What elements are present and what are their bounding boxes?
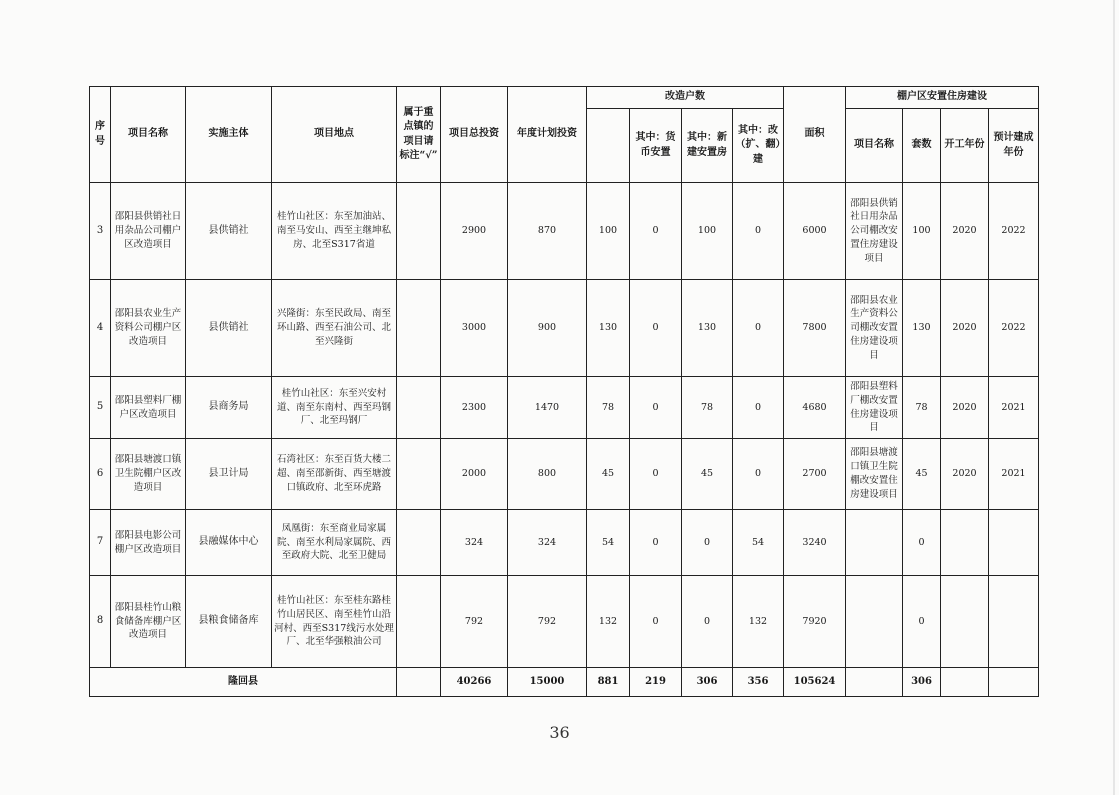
header-res-units: 套数 bbox=[903, 109, 941, 183]
cell-location: 桂竹山社区：东至桂东路桂竹山居民区、南至桂竹山沿河村、西至S317线污水处理厂、北至华强粮油公司 bbox=[272, 576, 397, 668]
cell-area: 7800 bbox=[784, 280, 846, 377]
cell-res-start-year bbox=[941, 510, 989, 576]
total-rebuild: 356 bbox=[733, 668, 784, 697]
header-renovation-households: 改造户数 bbox=[587, 87, 784, 109]
cell-res-units: 100 bbox=[903, 183, 941, 280]
cell-res-start-year: 2020 bbox=[941, 377, 989, 439]
cell-res-units: 78 bbox=[903, 377, 941, 439]
cell-currency: 0 bbox=[630, 510, 682, 576]
header-location: 项目地点 bbox=[272, 87, 397, 183]
cell-seq: 3 bbox=[90, 183, 111, 280]
cell-currency: 0 bbox=[630, 280, 682, 377]
header-area: 面积 bbox=[784, 87, 846, 183]
header-res-finish-year: 预计建成年份 bbox=[989, 109, 1039, 183]
header-new-build-resettlement: 其中：新建安置房 bbox=[682, 109, 733, 183]
cell-project-name: 邵阳县塑料厂棚户区改造项目 bbox=[111, 377, 186, 439]
cell-res-units: 45 bbox=[903, 439, 941, 510]
cell-new-build: 0 bbox=[682, 510, 733, 576]
cell-area: 6000 bbox=[784, 183, 846, 280]
cell-res-finish-year bbox=[989, 576, 1039, 668]
cell-currency: 0 bbox=[630, 576, 682, 668]
cell-implementer: 县供销社 bbox=[186, 280, 272, 377]
total-area: 105624 bbox=[784, 668, 846, 697]
cell-total-investment: 792 bbox=[441, 576, 508, 668]
cell-households: 132 bbox=[587, 576, 630, 668]
cell-seq: 5 bbox=[90, 377, 111, 439]
cell-annual-investment: 1470 bbox=[508, 377, 587, 439]
cell-annual-investment: 324 bbox=[508, 510, 587, 576]
cell-res-finish-year: 2022 bbox=[989, 280, 1039, 377]
cell-seq: 8 bbox=[90, 576, 111, 668]
cell-new-build: 100 bbox=[682, 183, 733, 280]
header-res-start-year: 开工年份 bbox=[941, 109, 989, 183]
cell-total-investment: 2000 bbox=[441, 439, 508, 510]
header-annual-investment: 年度计划投资 bbox=[508, 87, 587, 183]
cell-implementer: 县供销社 bbox=[186, 183, 272, 280]
cell-res-project-name: 邵阳县塘渡口镇卫生院棚改安置住房建设项目 bbox=[846, 439, 903, 510]
table-row bbox=[90, 576, 1039, 668]
header-rebuild: 其中：改（扩、翻）建 bbox=[733, 109, 784, 183]
cell-location: 凤凰街：东至商业局家属院、南至水利局家属院、西至政府大院、北至卫健局 bbox=[272, 510, 397, 576]
total-investment: 40266 bbox=[441, 668, 508, 697]
header-key-town: 属于重点镇的项目请标注“√” bbox=[397, 87, 441, 183]
scan-edge-divider bbox=[1113, 0, 1115, 795]
cell-rebuild: 0 bbox=[733, 377, 784, 439]
cell-households: 54 bbox=[587, 510, 630, 576]
cell-location: 桂竹山社区：东至兴安村道、南至东南村、西至玛钢厂、北至玛钢厂 bbox=[272, 377, 397, 439]
cell-rebuild: 132 bbox=[733, 576, 784, 668]
cell-res-units: 0 bbox=[903, 510, 941, 576]
cell-res-units: 130 bbox=[903, 280, 941, 377]
total-households: 881 bbox=[587, 668, 630, 697]
cell-annual-investment: 900 bbox=[508, 280, 587, 377]
cell-res-project-name: 邵阳县供销社日用杂品公司棚改安置住房建设项目 bbox=[846, 183, 903, 280]
header-currency-resettlement: 其中：货币安置 bbox=[630, 109, 682, 183]
cell-project-name: 邵阳县农业生产资料公司棚户区改造项目 bbox=[111, 280, 186, 377]
cell-implementer: 县粮食储备库 bbox=[186, 576, 272, 668]
cell-seq: 4 bbox=[90, 280, 111, 377]
cell-households: 130 bbox=[587, 280, 630, 377]
table-row bbox=[90, 280, 1039, 377]
header-seq: 序号 bbox=[90, 87, 111, 183]
cell-new-build: 130 bbox=[682, 280, 733, 377]
cell-res-start-year bbox=[941, 576, 989, 668]
table-row bbox=[90, 377, 1039, 439]
cell-res-project-name: 邵阳县农业生产资料公司棚改安置住房建设项目 bbox=[846, 280, 903, 377]
header-res-project-name: 项目名称 bbox=[846, 109, 903, 183]
cell-key-town bbox=[397, 576, 441, 668]
cell-project-name: 邵阳县塘渡口镇卫生院棚户区改造项目 bbox=[111, 439, 186, 510]
cell-key-town bbox=[397, 183, 441, 280]
table-row bbox=[90, 439, 1039, 510]
cell-currency: 0 bbox=[630, 183, 682, 280]
cell-rebuild: 0 bbox=[733, 439, 784, 510]
cell-rebuild: 0 bbox=[733, 183, 784, 280]
cell-total-investment: 324 bbox=[441, 510, 508, 576]
cell-res-start-year: 2020 bbox=[941, 183, 989, 280]
cell-implementer: 县商务局 bbox=[186, 377, 272, 439]
cell-location: 桂竹山社区：东至加油站、南至马安山、西至主继坤私房、北至S317省道 bbox=[272, 183, 397, 280]
header-households-total bbox=[587, 109, 630, 183]
total-annual-investment: 15000 bbox=[508, 668, 587, 697]
cell-currency: 0 bbox=[630, 439, 682, 510]
cell-households: 100 bbox=[587, 183, 630, 280]
cell-area: 3240 bbox=[784, 510, 846, 576]
cell-rebuild: 0 bbox=[733, 280, 784, 377]
header-resettlement-housing: 棚户区安置住房建设 bbox=[846, 87, 1039, 109]
cell-new-build: 0 bbox=[682, 576, 733, 668]
cell-implementer: 县卫计局 bbox=[186, 439, 272, 510]
header-project-name: 项目名称 bbox=[111, 87, 186, 183]
cell-location: 兴隆街：东至民政局、南至环山路、西至石油公司、北至兴隆街 bbox=[272, 280, 397, 377]
cell-annual-investment: 800 bbox=[508, 439, 587, 510]
shantytown-renovation-table bbox=[89, 86, 1039, 697]
table-row bbox=[90, 183, 1039, 280]
cell-annual-investment: 792 bbox=[508, 576, 587, 668]
cell-res-finish-year: 2021 bbox=[989, 377, 1039, 439]
table-row bbox=[90, 510, 1039, 576]
cell-implementer: 县融媒体中心 bbox=[186, 510, 272, 576]
total-res-finish-year bbox=[989, 668, 1039, 697]
total-row bbox=[90, 668, 1039, 697]
cell-res-finish-year bbox=[989, 510, 1039, 576]
cell-key-town bbox=[397, 439, 441, 510]
cell-res-project-name bbox=[846, 576, 903, 668]
cell-key-town bbox=[397, 280, 441, 377]
cell-area: 7920 bbox=[784, 576, 846, 668]
total-res-start-year bbox=[941, 668, 989, 697]
total-res-project-name bbox=[846, 668, 903, 697]
cell-total-investment: 3000 bbox=[441, 280, 508, 377]
header-implementer: 实施主体 bbox=[186, 87, 272, 183]
total-key-town bbox=[397, 668, 441, 697]
cell-project-name: 邵阳县供销社日用杂品公司棚户区改造项目 bbox=[111, 183, 186, 280]
header-total-investment: 项目总投资 bbox=[441, 87, 508, 183]
cell-new-build: 45 bbox=[682, 439, 733, 510]
cell-res-units: 0 bbox=[903, 576, 941, 668]
cell-location: 石湾社区：东至百货大楼二超、南至邵新街、西至塘渡口镇政府、北至环虎路 bbox=[272, 439, 397, 510]
cell-seq: 7 bbox=[90, 510, 111, 576]
cell-key-town bbox=[397, 510, 441, 576]
cell-households: 78 bbox=[587, 377, 630, 439]
cell-households: 45 bbox=[587, 439, 630, 510]
cell-seq: 6 bbox=[90, 439, 111, 510]
cell-new-build: 78 bbox=[682, 377, 733, 439]
cell-currency: 0 bbox=[630, 377, 682, 439]
cell-project-name: 邵阳县电影公司棚户区改造项目 bbox=[111, 510, 186, 576]
cell-total-investment: 2300 bbox=[441, 377, 508, 439]
total-currency: 219 bbox=[630, 668, 682, 697]
cell-res-finish-year: 2021 bbox=[989, 439, 1039, 510]
total-label: 隆回县 bbox=[90, 668, 397, 697]
page-number: 36 bbox=[549, 723, 570, 742]
cell-project-name: 邵阳县桂竹山粮食储备库棚户区改造项目 bbox=[111, 576, 186, 668]
cell-res-start-year: 2020 bbox=[941, 280, 989, 377]
cell-area: 2700 bbox=[784, 439, 846, 510]
cell-key-town bbox=[397, 377, 441, 439]
cell-res-project-name: 邵阳县塑料厂棚改安置住房建设项目 bbox=[846, 377, 903, 439]
cell-rebuild: 54 bbox=[733, 510, 784, 576]
cell-res-project-name bbox=[846, 510, 903, 576]
cell-total-investment: 2900 bbox=[441, 183, 508, 280]
total-res-units: 306 bbox=[903, 668, 941, 697]
cell-area: 4680 bbox=[784, 377, 846, 439]
cell-res-start-year: 2020 bbox=[941, 439, 989, 510]
total-new-build: 306 bbox=[682, 668, 733, 697]
cell-res-finish-year: 2022 bbox=[989, 183, 1039, 280]
cell-annual-investment: 870 bbox=[508, 183, 587, 280]
